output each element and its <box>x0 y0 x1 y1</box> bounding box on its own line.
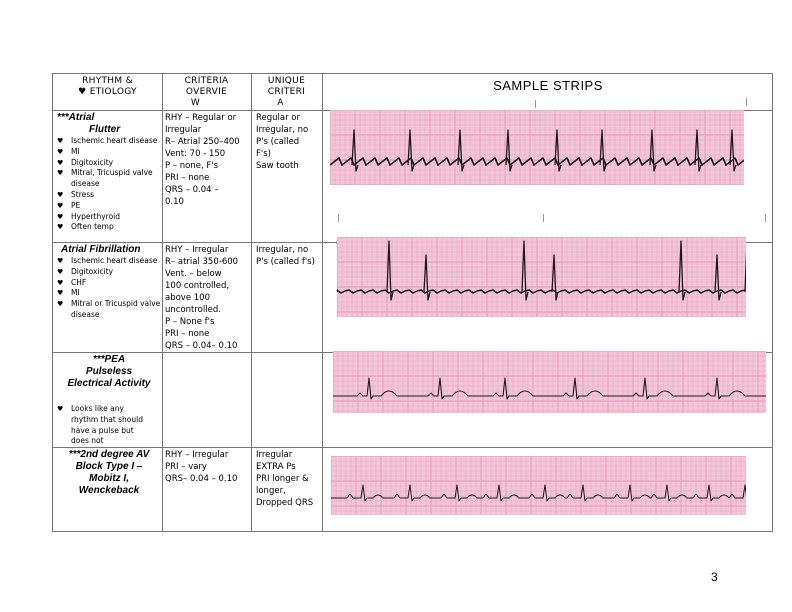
etiology-item <box>57 168 161 190</box>
strip-tick <box>765 214 766 222</box>
cell-line: EXTRA Ps <box>256 462 296 472</box>
ecg-trace <box>337 290 745 293</box>
cell-line: 100 controlled, <box>165 281 230 291</box>
heart-bullet-icon: ♥ <box>57 137 64 145</box>
etiology-text: PE <box>71 200 81 210</box>
cell-line: RHY – Irregular <box>165 245 229 255</box>
cell-line: QRS – 0.04 – <box>165 185 219 195</box>
cell-line: Irregular, no <box>256 245 309 255</box>
etiology-item <box>57 222 161 233</box>
row-av-block-rhythm <box>57 449 161 497</box>
etiology-text: Often temp <box>71 222 114 232</box>
etiology-list <box>57 256 161 321</box>
etiology-text: CHF <box>71 277 87 287</box>
cell-line: P's (called <box>256 137 300 147</box>
header-unique-criteria: UNIQUE CRITERI A <box>267 76 306 108</box>
heart-bullet-icon: ♥ <box>57 169 64 178</box>
row-atrial-fibrillation-rhythm <box>57 244 161 321</box>
cell-line: Irregular <box>165 125 202 135</box>
strip-tick <box>543 214 544 222</box>
heart-bullet-icon: ♥ <box>57 201 64 210</box>
row-atrial-fibrillation-unique <box>256 244 322 268</box>
heart-bullet-icon: ♥ <box>57 267 64 276</box>
row-pea-rhythm <box>57 354 161 447</box>
heart-bullet-icon: ♥ <box>57 289 64 298</box>
etiology-text: Ischemic heart disease <box>71 256 158 265</box>
cell-line: P – none, F's <box>165 161 219 171</box>
etiology-item <box>57 212 161 223</box>
etiology-item <box>57 190 161 201</box>
heart-bullet-icon: ♥ <box>57 147 64 156</box>
rhythm-name: Atrial Fibrillation <box>61 244 141 255</box>
etiology-text: MI <box>71 288 80 298</box>
etiology-text: Stress <box>71 189 95 199</box>
column-divider <box>322 74 323 531</box>
etiology-text: Mitral, Tricuspid valve disease <box>71 168 153 189</box>
page-number: 3 <box>711 570 718 584</box>
etiology-item <box>57 299 161 321</box>
etiology-item <box>57 201 161 212</box>
etiology-item <box>57 147 161 158</box>
row-atrial-fibrillation-criteria <box>165 244 250 352</box>
atrial-fibrillation-ecg <box>337 237 746 317</box>
pea-ecg <box>333 351 766 413</box>
heart-bullet-icon: ♥ <box>57 257 64 265</box>
etiology-text: Looks like any rhythm that should have a pulse but does not <box>71 404 143 446</box>
cell-line: R– Atrial 250–400 <box>165 137 240 147</box>
etiology-list <box>57 404 147 447</box>
etiology-item <box>57 158 161 169</box>
cell-line: F's) <box>256 149 271 159</box>
cell-line: PRI longer & <box>256 474 309 484</box>
row-atrial-flutter-rhythm <box>57 112 161 233</box>
cell-line: above 100 <box>165 293 210 303</box>
cell-line: PRI – none <box>165 173 210 183</box>
second-degree-av-block-ecg <box>331 456 746 515</box>
cell-line: RHY – Irregular <box>165 450 229 460</box>
etiology-text: Digitoxicity <box>71 157 114 167</box>
etiology-text: Hyperthyroid <box>71 211 121 221</box>
etiology-item <box>57 256 161 267</box>
etiology-item <box>57 136 161 147</box>
cell-line: PRI – none <box>165 329 210 339</box>
rhythm-name: ***PEA Pulseless Electrical Activity <box>67 354 151 389</box>
rhythm-name: ***Atrial Flutter <box>57 112 121 135</box>
etiology-text: Mitral or Tricuspid valve disease <box>71 299 161 319</box>
row-atrial-flutter-criteria <box>165 112 250 208</box>
cell-line: RHY – Regular or <box>165 113 237 123</box>
heart-bullet-icon: ♥ <box>57 278 64 287</box>
etiology-list <box>57 136 161 233</box>
etiology-item <box>57 288 161 299</box>
etiology-item <box>57 278 161 289</box>
cell-line: uncontrolled. <box>165 305 221 315</box>
strip-tick <box>535 100 536 108</box>
strip-tick <box>746 98 747 106</box>
cell-line: P – None f's <box>165 317 215 327</box>
cell-line: Regular or <box>256 113 300 123</box>
second-degree-av-block-strip <box>331 456 746 515</box>
cell-line: 0.10 <box>165 197 184 207</box>
column-divider <box>162 74 163 531</box>
rhythm-name: ***2nd degree AV Block Type I – Mobitz I, Wenckeback <box>68 449 150 496</box>
column-divider <box>251 74 252 531</box>
cell-line: Vent: 70 - 150 <box>165 149 226 159</box>
atrial-flutter-strip <box>330 110 744 185</box>
header-rhythm-etiology: RHYTHM & ♥ ETIOLOGY <box>78 76 137 97</box>
cell-line: PRI – vary <box>165 462 207 472</box>
atrial-flutter-ecg <box>330 110 744 185</box>
row-atrial-flutter-unique <box>256 112 322 172</box>
ecg-trace <box>330 158 744 165</box>
etiology-item <box>57 404 147 447</box>
cell-line: Irregular, no <box>256 125 309 135</box>
cell-line: Dropped QRS <box>256 498 314 508</box>
header-criteria-overview: CRITERIA OVERVIE W <box>184 76 229 108</box>
cell-line: Vent. – below <box>165 269 222 279</box>
heart-bullet-icon: ♥ <box>57 300 64 309</box>
heart-bullet-icon: ♥ <box>57 158 64 167</box>
cell-line: P's (called f's) <box>256 257 315 267</box>
atrial-fibrillation-strip <box>337 237 746 317</box>
etiology-item <box>57 267 161 278</box>
etiology-text: Ischemic heart disease <box>71 136 158 145</box>
row-av-block-unique <box>256 449 322 509</box>
header-sample-strips: SAMPLE STRIPS <box>493 78 603 93</box>
heart-bullet-icon: ♥ <box>57 190 64 199</box>
cell-line: QRS – 0.04– 0.10 <box>165 341 238 351</box>
cell-line: Saw tooth <box>256 161 299 171</box>
strip-tick <box>338 214 339 222</box>
cell-line: QRS– 0.04 – 0.10 <box>165 474 238 484</box>
cell-line: longer, <box>256 486 286 496</box>
etiology-text: Digitoxicity <box>71 266 114 276</box>
cell-line: R– atrial 350-600 <box>165 257 239 267</box>
heart-bullet-icon: ♥ <box>57 212 64 221</box>
etiology-text: MI <box>71 146 80 156</box>
ecg-trace <box>331 485 746 501</box>
row-av-block-criteria <box>165 449 250 485</box>
cell-line: Irregular <box>256 450 293 460</box>
pea-strip <box>333 351 766 413</box>
heart-bullet-icon: ♥ <box>57 405 64 413</box>
heart-bullet-icon: ♥ <box>57 223 64 232</box>
